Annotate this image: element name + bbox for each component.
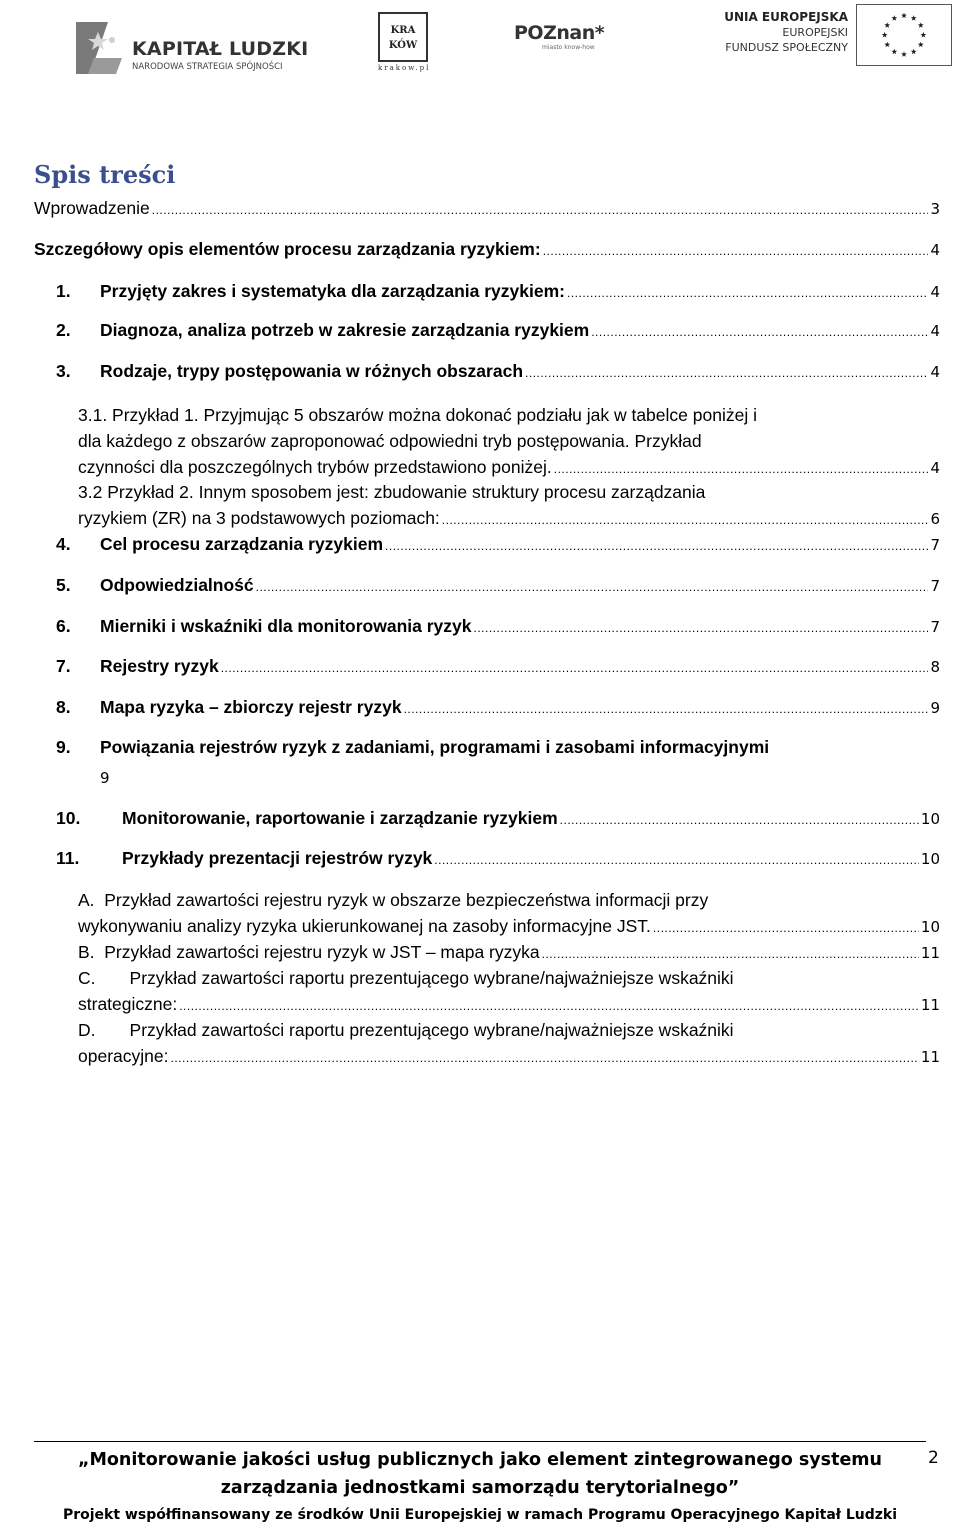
toc-entry-text: Wprowadzenie: [34, 198, 150, 218]
poznan-tagline: miasto know-how: [542, 44, 595, 51]
toc-page-number: 4: [930, 363, 940, 381]
toc-page-number: 7: [930, 536, 940, 554]
eu-flag-icon: [856, 4, 952, 66]
toc-dots: [567, 286, 928, 300]
toc-entry-number: 4.: [56, 534, 71, 554]
toc-title: Spis treści: [34, 160, 176, 189]
toc-entry-text-line: D. Przykład zawartości raportu prezentującego wybrane/najważniejsze wskaźniki: [78, 1020, 734, 1040]
page-header: [0, 0, 960, 90]
toc-entry-text-line: ryzykiem (ZR) na 3 podstawowych poziomach:: [78, 508, 440, 528]
footer-cofinancing-note: Projekt współfinansowany ze środków Unii Europejskiej w ramach Programu Operacyjnego Kapitał Ludzki: [62, 1507, 898, 1523]
toc-entry-number: 3.: [56, 361, 71, 381]
poznan-wordmark: POZnan*: [514, 22, 605, 44]
toc-entry-number: 5.: [56, 575, 71, 595]
krakow-logo: [378, 12, 434, 72]
toc-entry-number: 2.: [56, 320, 71, 340]
toc-entry-text: Powiązania rejestrów ryzyk z zadaniami, programami i zasobami informacyjnymi: [100, 737, 770, 757]
toc-dots: [256, 580, 929, 594]
toc-entry[interactable]: [34, 239, 940, 260]
footer-title-line-1: „Monitorowanie jakości usług publicznych jako element zintegrowanego systemu: [77, 1450, 883, 1470]
eu-star-icon: [884, 22, 890, 28]
toc-dots: [152, 203, 929, 217]
toc-entry-text: Rejestry ryzyk: [100, 656, 219, 676]
toc-entry-text: B. Przykład zawartości rejestru ryzyk w JST – mapa ryzyka: [78, 942, 540, 962]
eu-line-1: UNIA EUROPEJSKA: [724, 10, 848, 24]
toc-entry[interactable]: [56, 656, 940, 677]
toc-page-number: 4: [930, 241, 940, 259]
toc-dots: [525, 366, 928, 380]
toc-page-number: 9: [100, 769, 110, 787]
eu-star-icon: [884, 42, 890, 48]
toc-page-number: 4: [930, 322, 940, 340]
toc-entry-text-line: operacyjne:: [78, 1046, 169, 1066]
footer-title-line-2: zarządzania jednostkami samorządu terytorialnego”: [220, 1478, 740, 1498]
toc-dots: [385, 539, 928, 553]
toc-dots: [554, 462, 929, 476]
eu-star-icon: [901, 51, 907, 57]
eu-star-icon: [911, 49, 917, 55]
toc-entry-text-line: wykonywaniu analizy ryzyka ukierunkowanej na zasoby informacyjne JST.: [78, 916, 651, 936]
toc-page-number: 4: [930, 459, 940, 477]
toc-entry-text: Diagnoza, analiza potrzeb w zakresie zarządzania ryzykiem: [100, 320, 590, 340]
toc-entry-text-line: dla każdego z obszarów zaproponować odpowiedni tryb postępowania. Przykład: [78, 431, 702, 451]
krakow-emblem: [378, 12, 428, 62]
eu-star-icon: [920, 32, 926, 38]
toc-page-number: 7: [930, 577, 940, 595]
toc-dots: [474, 621, 929, 635]
toc-entry-text-line: 3.1. Przykład 1. Przyjmując 5 obszarów można dokonać podziału jak w tabelce poniżej i: [78, 405, 757, 425]
toc-entry-line: [56, 737, 769, 758]
toc-entry-number: 10.: [56, 808, 81, 828]
toc-entry-text: Przyjęty zakres i systematyka dla zarządzania ryzykiem:: [100, 281, 565, 301]
kapital-ludzki-logo: [68, 16, 308, 80]
krakow-url: krakow.pl: [378, 64, 431, 72]
toc-entry-text: Mierniki i wskaźniki dla monitorowania ryzyk: [100, 616, 472, 636]
toc-page-number: 11: [920, 1048, 940, 1066]
kapital-ludzki-emblem-icon: [68, 18, 128, 78]
toc-dots: [170, 1051, 918, 1065]
toc-page-number: 11: [920, 996, 940, 1014]
toc-entry-text-line: strategiczne:: [78, 994, 178, 1014]
toc-dots: [542, 947, 919, 961]
toc-entry-text: Szczegółowy opis elementów procesu zarządzania ryzykiem:: [34, 239, 541, 259]
eu-star-icon: [882, 32, 888, 38]
eu-logo-text: [708, 10, 848, 54]
toc-dots: [543, 244, 929, 258]
toc-entry[interactable]: [56, 616, 940, 637]
kapital-ludzki-subtitle: NARODOWA STRATEGIA SPÓJNOŚCI: [132, 62, 283, 72]
eu-star-icon: [891, 49, 897, 55]
toc-entry[interactable]: [56, 281, 940, 302]
toc-dots: [560, 813, 919, 827]
toc-entry[interactable]: [56, 534, 940, 555]
toc-entry-number: 11.: [56, 848, 80, 868]
toc-page-number: 11: [920, 944, 940, 962]
toc-entry-text-line: 3.2 Przykład 2. Innym sposobem jest: zbudowanie struktury procesu zarządzania: [78, 482, 706, 502]
toc-page-number: 8: [930, 658, 940, 676]
toc-entry-last-line: [78, 994, 940, 1015]
toc-page-number: 4: [930, 283, 940, 301]
toc-entry-last-line: [78, 916, 940, 937]
toc-dots: [653, 921, 919, 935]
toc-dots: [442, 513, 929, 527]
eu-star-icon: [891, 15, 897, 21]
toc-page-number: 3: [930, 200, 940, 218]
toc-entry-text-line: A. Przykład zawartości rejestru ryzyk w obszarze bezpieczeństwa informacji przy: [78, 890, 709, 910]
poznan-logo: [514, 22, 614, 62]
toc-entry-text: Rodzaje, trypy postępowania w różnych obszarach: [100, 361, 524, 381]
toc-page-number: 10: [920, 810, 940, 828]
toc-entry-text: Monitorowanie, raportowanie i zarządzanie ryzykiem: [122, 808, 558, 828]
toc-entry[interactable]: [56, 848, 940, 869]
toc-page-number: 6: [930, 510, 940, 528]
toc-entry[interactable]: [56, 320, 940, 341]
toc-page-number: 10: [920, 850, 940, 868]
eu-line-3: FUNDUSZ SPOŁECZNY: [725, 41, 848, 54]
toc-entry-number: 7.: [56, 656, 71, 676]
toc-entry-last-line: [78, 1046, 940, 1067]
footer-page-number: 2: [928, 1448, 939, 1468]
toc-entry[interactable]: [34, 198, 940, 219]
toc-dots: [221, 661, 929, 675]
footer-divider: [34, 1441, 926, 1442]
toc-entry-text-line: C. Przykład zawartości raportu prezentującego wybrane/najważniejsze wskaźniki: [78, 968, 734, 988]
eu-line-2: EUROPEJSKI: [782, 26, 848, 39]
toc-entry[interactable]: [56, 808, 940, 829]
toc-entry-number: 8.: [56, 697, 71, 717]
eu-star-icon: [918, 42, 924, 48]
eu-star-icon: [911, 15, 917, 21]
toc-entry[interactable]: [78, 942, 940, 963]
toc-entry-number: 6.: [56, 616, 71, 636]
kapital-ludzki-title: KAPITAŁ LUDZKI: [132, 38, 309, 60]
toc-entry-text: Mapa ryzyka – zbiorczy rejestr ryzyk: [100, 697, 402, 717]
eu-star-icon: [901, 13, 907, 19]
toc-entry-text: Cel procesu zarządzania ryzykiem: [100, 534, 384, 554]
toc-entry[interactable]: [56, 697, 940, 718]
toc-entry-number: 1.: [56, 281, 71, 301]
toc-entry-text-line: czynności dla poszczególnych trybów przedstawiono poniżej.: [78, 457, 552, 477]
toc-entry-text: Przykłady prezentacji rejestrów ryzyk: [122, 848, 433, 868]
toc-dots: [404, 702, 929, 716]
toc-page-number: 9: [930, 699, 940, 717]
toc-dots: [434, 853, 919, 867]
toc-entry-last-line: [78, 457, 940, 478]
krakow-word-bottom: KÓW: [388, 40, 418, 51]
toc-entry-number: 9.: [56, 737, 71, 757]
eu-star-icon: [918, 22, 924, 28]
toc-dots: [591, 325, 928, 339]
toc-page-number: 10: [920, 918, 940, 936]
toc-entry-last-line: [78, 508, 940, 529]
toc-entry-text: Odpowiedzialność: [100, 575, 254, 595]
toc-dots: [179, 999, 919, 1013]
toc-page-number: 7: [930, 618, 940, 636]
krakow-word-top: KRA: [390, 25, 416, 36]
toc-entry[interactable]: [56, 361, 940, 382]
toc-entry[interactable]: [56, 575, 940, 596]
